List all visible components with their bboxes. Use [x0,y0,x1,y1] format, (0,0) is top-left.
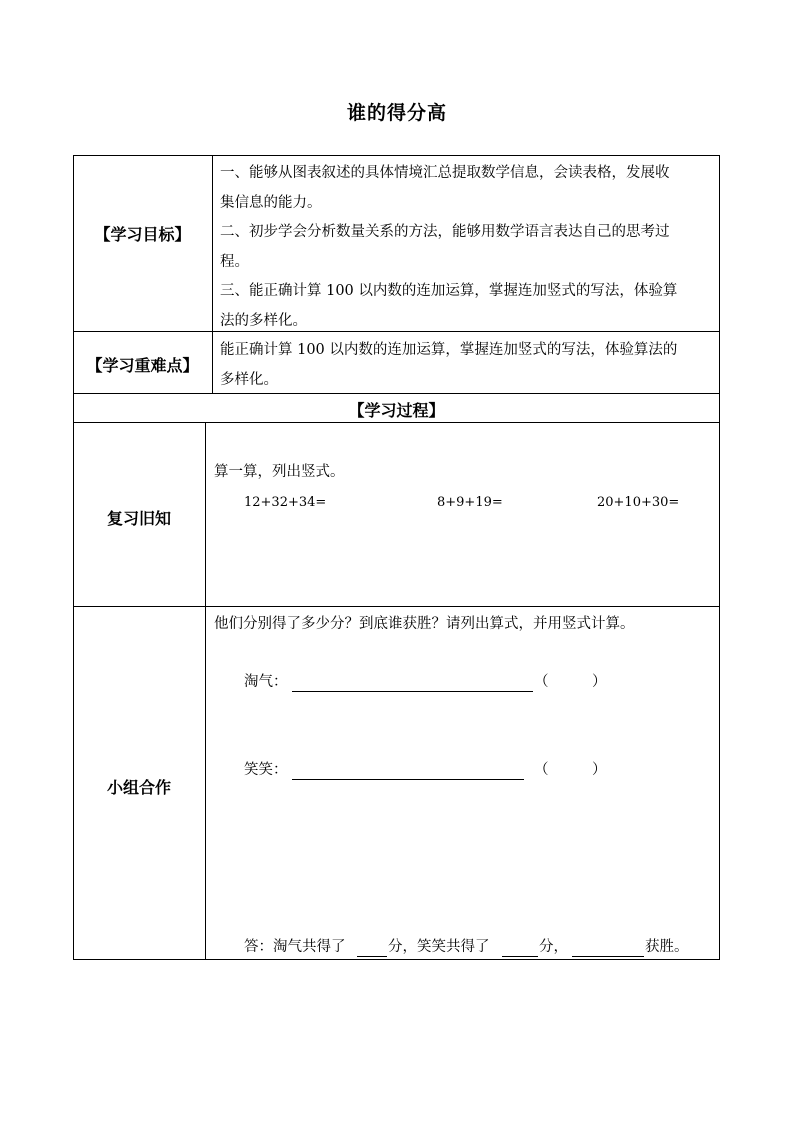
answer-prefix: 答：淘气共得了 [244,939,346,955]
answer-suffix: 获胜。 [645,939,689,955]
group-question: 他们分别得了多少分？到底谁获胜？请列出算式，并用竖式计算。 [214,616,635,632]
exercise: 8+9+19= [437,495,503,510]
answer-mid1: 分，笑笑共得了 [388,939,490,955]
taoqi-answer-line[interactable] [292,691,533,692]
objective-line: 集信息的能力。 [220,194,322,211]
exercise: 20+10+30= [597,495,680,510]
objective-line: 程。 [220,253,249,270]
key-point-line: 能正确计算 100 以内数的连加运算，掌握连加竖式的写法，体验算法的 [220,342,678,358]
answer-mid2: 分， [539,939,568,955]
objectives-text [220,159,718,336]
review-label: 复习旧知 [106,509,171,528]
key-points-label: 【学习重难点】 [86,356,199,375]
process-header: 【学习过程】 [348,401,445,420]
exercise: 12+32+34= [244,495,327,510]
taoqi-label: 淘气： [244,674,288,690]
xiaoxiao-total-blank[interactable] [502,956,538,957]
objective-line: 三、能正确计算 100 以内数的连加运算，掌握连加竖式的写法，体验算 [220,283,678,299]
key-point-line: 多样化。 [220,371,278,388]
page-title: 谁的得分高 [346,102,447,124]
objectives-label: 【学习目标】 [94,225,191,244]
row-divider [73,606,720,607]
group-label: 小组合作 [106,778,171,797]
objective-line: 二、初步学会分析数量关系的方法，能够用数学语言表达自己的思考过 [220,224,670,240]
taoqi-score-parens: （ ） [534,674,607,690]
objective-line: 法的多样化。 [220,312,307,329]
taoqi-total-blank[interactable] [357,956,387,957]
row-divider [73,422,720,423]
objective-line: 一、能够从图表叙述的具体情境汇总提取数学信息，会读表格，发展收 [220,165,670,181]
review-instruction: 算一算，列出竖式。 [214,464,345,480]
xiaoxiao-score-parens: （ ） [534,762,607,778]
xiaoxiao-answer-line[interactable] [292,779,524,780]
key-points-text [220,336,718,395]
column-divider [212,155,213,393]
xiaoxiao-label: 笑笑： [244,762,288,778]
column-divider [205,422,206,960]
winner-blank[interactable] [572,956,644,957]
